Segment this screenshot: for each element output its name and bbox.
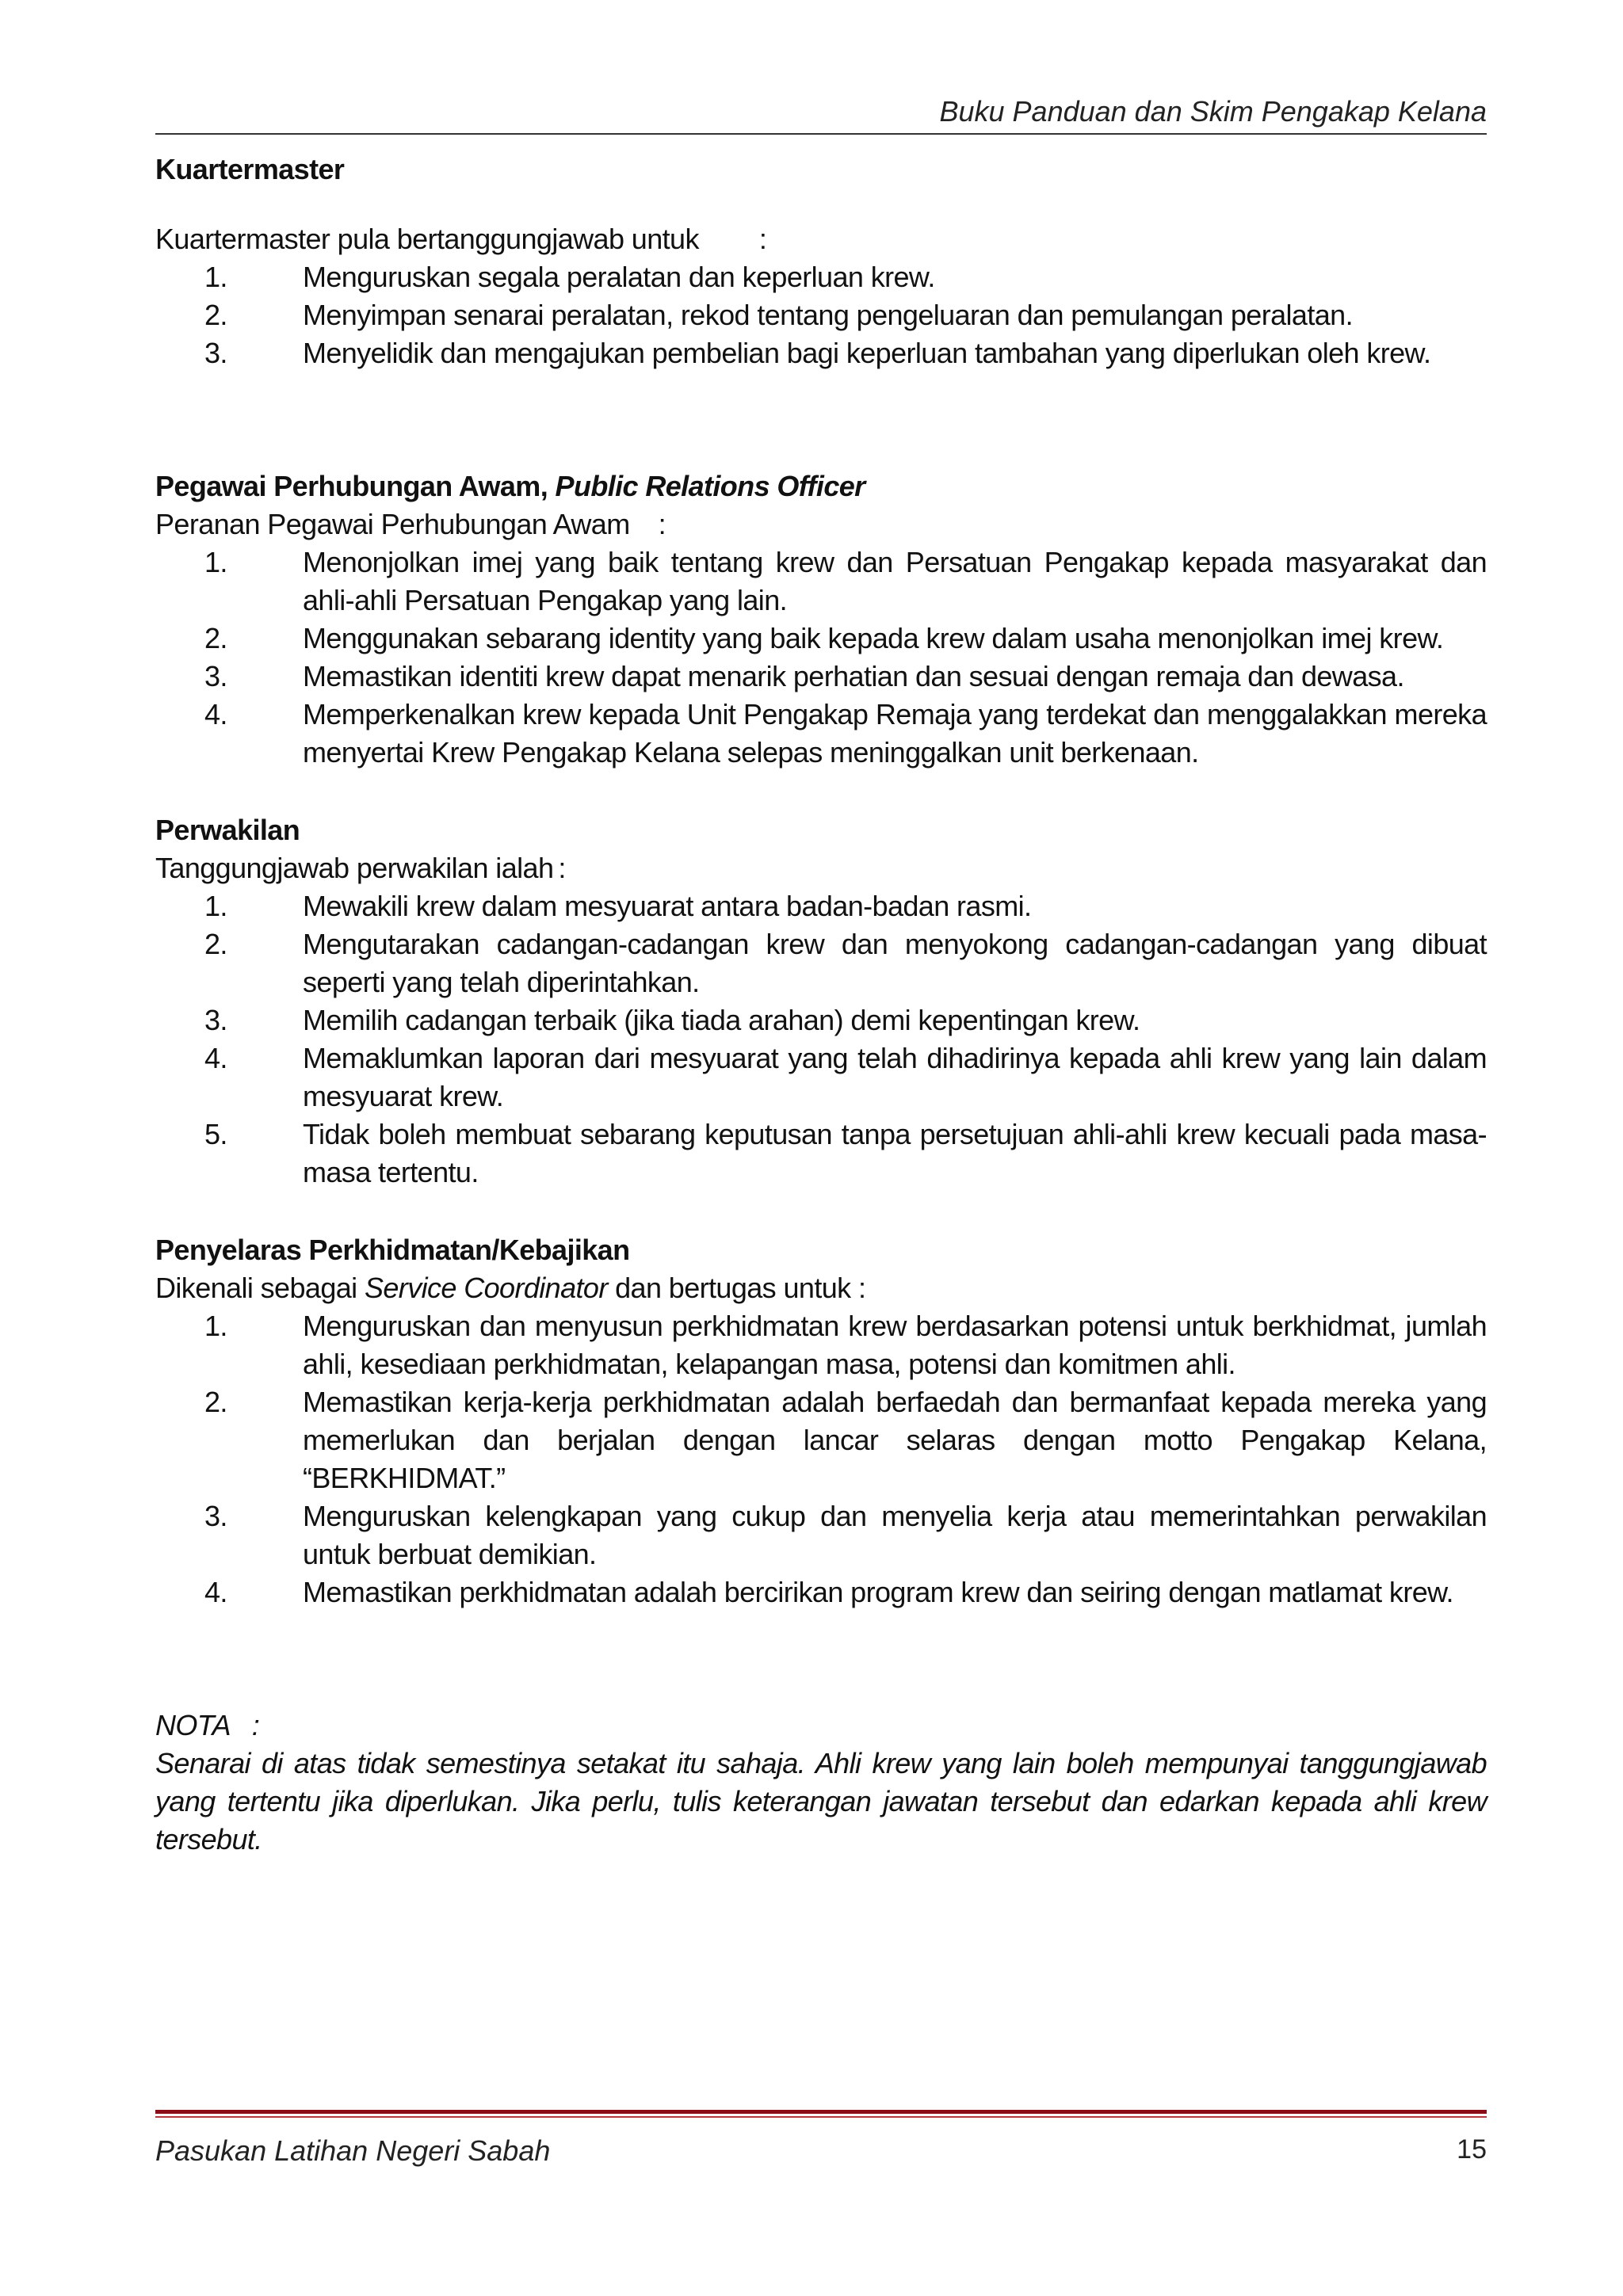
intro-text: Kuartermaster pula bertanggungjawab untuk (155, 223, 699, 255)
list-item (155, 296, 1487, 334)
section-pegawai-perhubungan-awam (155, 467, 1487, 772)
list-item (155, 1307, 1487, 1383)
note-block (155, 1707, 1487, 1859)
numbered-list (155, 543, 1487, 772)
list-item (155, 1573, 1487, 1611)
item-number: 3. (204, 1004, 227, 1036)
section-intro (155, 505, 1487, 543)
list-item (155, 1116, 1487, 1192)
intro-text-before: Dikenali sebagai (155, 1272, 365, 1304)
item-text: Menonjolkan imej yang baik tentang krew dan Persatuan Pengakap kepada masyarakat dan ahli-ahli Persatuan Pengakap yang lain. (303, 546, 1487, 616)
item-text: Menguruskan dan menyusun perkhidmatan krew berdasarkan potensi untuk berkhidmat, jumlah ahli, kesediaan perkhidmatan, kelapangan masa, potensi dan komitmen ahli. (303, 1310, 1487, 1380)
item-text: Memilih cadangan terbaik (jika tiada arahan) demi kepentingan krew. (303, 1004, 1140, 1036)
item-text: Memastikan perkhidmatan adalah bercirikan program krew dan seiring dengan matlamat krew. (303, 1576, 1453, 1608)
section-spacer (155, 372, 1487, 467)
item-text: Memastikan kerja-kerja perkhidmatan adalah berfaedah dan bermanfaat kepada mereka yang memerlukan dan berjalan dengan lancar selaras dengan motto Pengakap Kelana, “BERKHIDMAT.” (303, 1386, 1487, 1494)
item-number: 4. (204, 698, 227, 730)
list-item (155, 1497, 1487, 1573)
item-text: Mengutarakan cadangan-cadangan krew dan menyokong cadangan-cadangan yang dibuat seperti yang telah diperintahkan. (303, 928, 1487, 998)
section-spacer (155, 1192, 1487, 1231)
item-text: Menguruskan segala peralatan dan keperluan krew. (303, 261, 935, 293)
item-number: 4. (204, 1576, 227, 1608)
item-number: 2. (204, 299, 227, 331)
section-title: Perwakilan (155, 814, 300, 846)
footer-rule (155, 2110, 1487, 2114)
section-title: Penyelaras Perkhidmatan/Kebajikan (155, 1234, 630, 1266)
item-number: 4. (204, 1042, 227, 1074)
item-text: Mewakili krew dalam mesyuarat antara badan-badan rasmi. (303, 890, 1032, 922)
item-number: 5. (204, 1118, 227, 1150)
list-item (155, 543, 1487, 620)
numbered-list (155, 258, 1487, 372)
item-number: 3. (204, 1500, 227, 1532)
intro-text: Tanggungjawab perwakilan ialah (155, 852, 554, 884)
item-text: Menyimpan senarai peralatan, rekod tentang pengeluaran dan pemulangan peralatan. (303, 299, 1353, 331)
item-text: Memastikan identiti krew dapat menarik perhatian dan sesuai dengan remaja dan dewasa. (303, 660, 1404, 692)
intro-colon: : (758, 223, 767, 255)
note-text: Senarai di atas tidak semestinya setakat itu sahaja. Ahli krew yang lain boleh mempunyai tanggungjawab yang tertentu jika diperlukan. Jika perlu, tulis keterangan jawatan tersebut dan edarkan kepada ahli krew tersebut. (155, 1747, 1487, 1855)
section-penyelaras (155, 1231, 1487, 1611)
page-content (155, 151, 1487, 1859)
list-item (155, 620, 1487, 658)
item-text: Memperkenalkan krew kepada Unit Pengakap Remaja yang terdekat dan menggalakkan mereka menyertai Krew Pengakap Kelana selepas meninggalkan unit berkenaan. (303, 698, 1487, 769)
item-number: 2. (204, 928, 227, 960)
list-item (155, 334, 1487, 372)
section-title: Kuartermaster (155, 153, 345, 185)
numbered-list (155, 1307, 1487, 1611)
header-rule (155, 133, 1487, 135)
item-text: Menyelidik dan mengajukan pembelian bagi keperluan tambahan yang diperlukan oleh krew. (303, 337, 1431, 369)
section-title-main: Pegawai Perhubungan Awam, (155, 470, 548, 502)
item-number: 2. (204, 622, 227, 654)
section-perwakilan (155, 811, 1487, 1192)
item-number: 1. (204, 546, 227, 578)
intro-text: Peranan Pegawai Perhubungan Awam (155, 508, 630, 540)
section-kuartermaster (155, 151, 1487, 372)
list-item (155, 1383, 1487, 1497)
item-number: 1. (204, 890, 227, 922)
list-item (155, 925, 1487, 1001)
item-text: Menggunakan sebarang identity yang baik kepada krew dalam usaha menonjolkan imej krew. (303, 622, 1444, 654)
item-text: Memaklumkan laporan dari mesyuarat yang telah dihadirinya kepada ahli krew yang lain dalam mesyuarat krew. (303, 1042, 1487, 1112)
section-intro (155, 220, 1487, 258)
list-item (155, 696, 1487, 772)
list-item (155, 658, 1487, 696)
item-number: 3. (204, 337, 227, 369)
list-item (155, 258, 1487, 296)
intro-text-after: dan bertugas untuk : (607, 1272, 866, 1304)
intro-colon: : (658, 508, 666, 540)
item-number: 1. (204, 261, 227, 293)
page-number: 15 (1457, 2134, 1487, 2164)
numbered-list (155, 887, 1487, 1192)
running-header: Buku Panduan dan Skim Pengakap Kelana (939, 95, 1487, 128)
section-title (155, 467, 1487, 505)
intro-colon: : (558, 852, 566, 884)
section-spacer (155, 1611, 1487, 1707)
item-number: 2. (204, 1386, 227, 1418)
section-title-italic: Public Relations Officer (555, 470, 865, 502)
note-label: NOTA : (155, 1709, 260, 1741)
item-text: Menguruskan kelengkapan yang cukup dan menyelia kerja atau memerintahkan perwakilan untuk berbuat demikian. (303, 1500, 1487, 1570)
item-number: 3. (204, 660, 227, 692)
intro-text-italic: Service Coordinator (364, 1272, 608, 1304)
list-item (155, 887, 1487, 925)
item-text: Tidak boleh membuat sebarang keputusan tanpa persetujuan ahli-ahli krew kecuali pada masa-masa tertentu. (303, 1118, 1487, 1188)
footer-organization: Pasukan Latihan Negeri Sabah (155, 2134, 551, 2167)
section-intro (155, 849, 1487, 887)
footer-rule-thin (155, 2116, 1487, 2118)
section-spacer (155, 772, 1487, 811)
section-intro (155, 1269, 1487, 1307)
list-item (155, 1001, 1487, 1039)
list-item (155, 1039, 1487, 1116)
item-number: 1. (204, 1310, 227, 1342)
